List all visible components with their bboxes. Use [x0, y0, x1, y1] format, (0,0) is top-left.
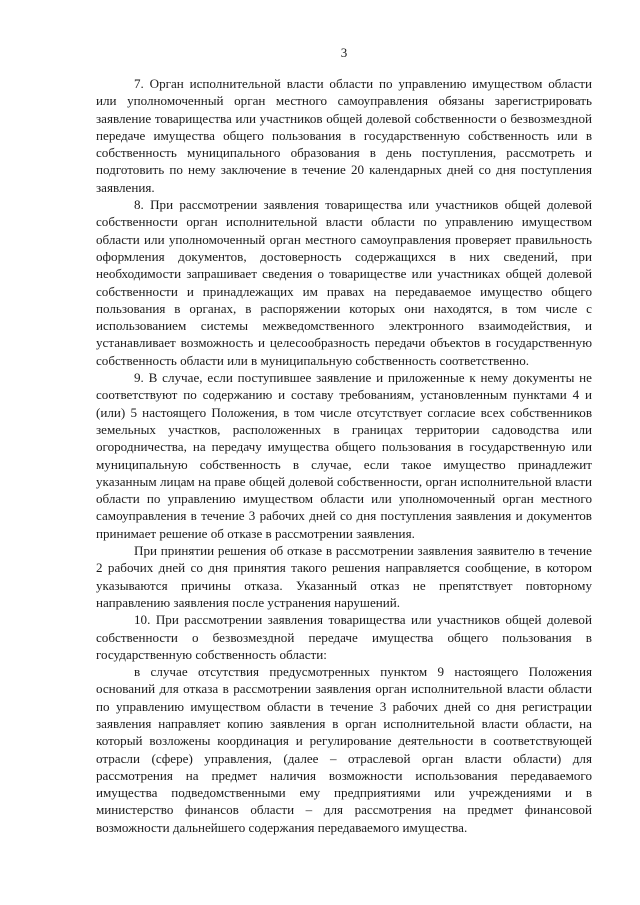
paragraph-8: 8. При рассмотрении заявления товарищества или участников общей долевой собственности орган исполнительной власти области по управлению имуществом области или уполномоченный орган местного самоуправления проверяет правильность оформления документов, достоверность содержащихся в них сведений, при необходимости запрашивает сведения о товариществе или участниках общей долевой собственности и принадлежащих им правах на передаваемое имущество общего пользования в органах, в распоряжении которых они находятся, в том числе с использованием системы межведомственного электронного взаимодействия, и устанавливает возможность и целесообразность передачи объектов в государственную собственность области или в муниципальную собственность соответственно.: [96, 197, 592, 368]
paragraph-9-refusal: При принятии решения об отказе в рассмотрении заявления заявителю в течение 2 рабочих дней со дня принятия такого решения направляется сообщение, в котором указываются причины отказа. Указанный отказ не препятствует повторному направлению заявления после устранения нарушений.: [96, 543, 592, 610]
paragraph-7: 7. Орган исполнительной власти области по управлению имуществом области или уполномоченный орган местного самоуправления обязаны зарегистрировать заявление товарищества или участников общей долевой собственности о безвозмездной передаче имущества общего пользования в государственную собственность или в собственность муниципального образования в день поступления, рассмотреть и подготовить по нему заключение в течение 20 календарных дней со дня поступления заявления.: [96, 76, 592, 195]
page-number: 3: [340, 45, 348, 60]
paragraph-10-case: в случае отсутствия предусмотренных пунктом 9 настоящего Положения оснований для отказа в рассмотрении заявления орган исполнительной власти области по управлению имуществом области в течение 3 рабочих дней со дня регистрации заявления направляет копию заявления в орган исполнительной власти области, на который возложены координация и регулирование деятельности в соответствующей отрасли (сфере) управления, (далее – отраслевой орган власти области) для рассмотрения на предмет наличия возможности использования передаваемого имущества подведомственными ему предприятиями или учреждениями и в министерство финансов области – для рассмотрения на предмет финансовой возможности дальнейшего содержания передаваемого имущества.: [96, 664, 592, 835]
paragraph-10: 10. При рассмотрении заявления товарищества или участников общей долевой собственности о безвозмездной передаче имущества общего пользования в государственную собственность области:: [96, 612, 592, 662]
paragraph-9: 9. В случае, если поступившее заявление и приложенные к нему документы не соответствуют по содержанию и составу требованиям, установленным пунктами 4 и (или) 5 настоящего Положения, в том числе отсутствует согласие всех собственников земельных участков, расположенных в границах территории садоводства или огородничества, на передачу имущества общего пользования в государственную или муниципальную собственность в случае, если такое имущество принадлежит указанным лицам на праве общей долевой собственности, орган исполнительной власти области по управлению имуществом области или уполномоченный орган местного самоуправления в течение 3 рабочих дней со дня поступления заявления и документов принимает решение об отказе в рассмотрении заявления.: [96, 370, 592, 541]
